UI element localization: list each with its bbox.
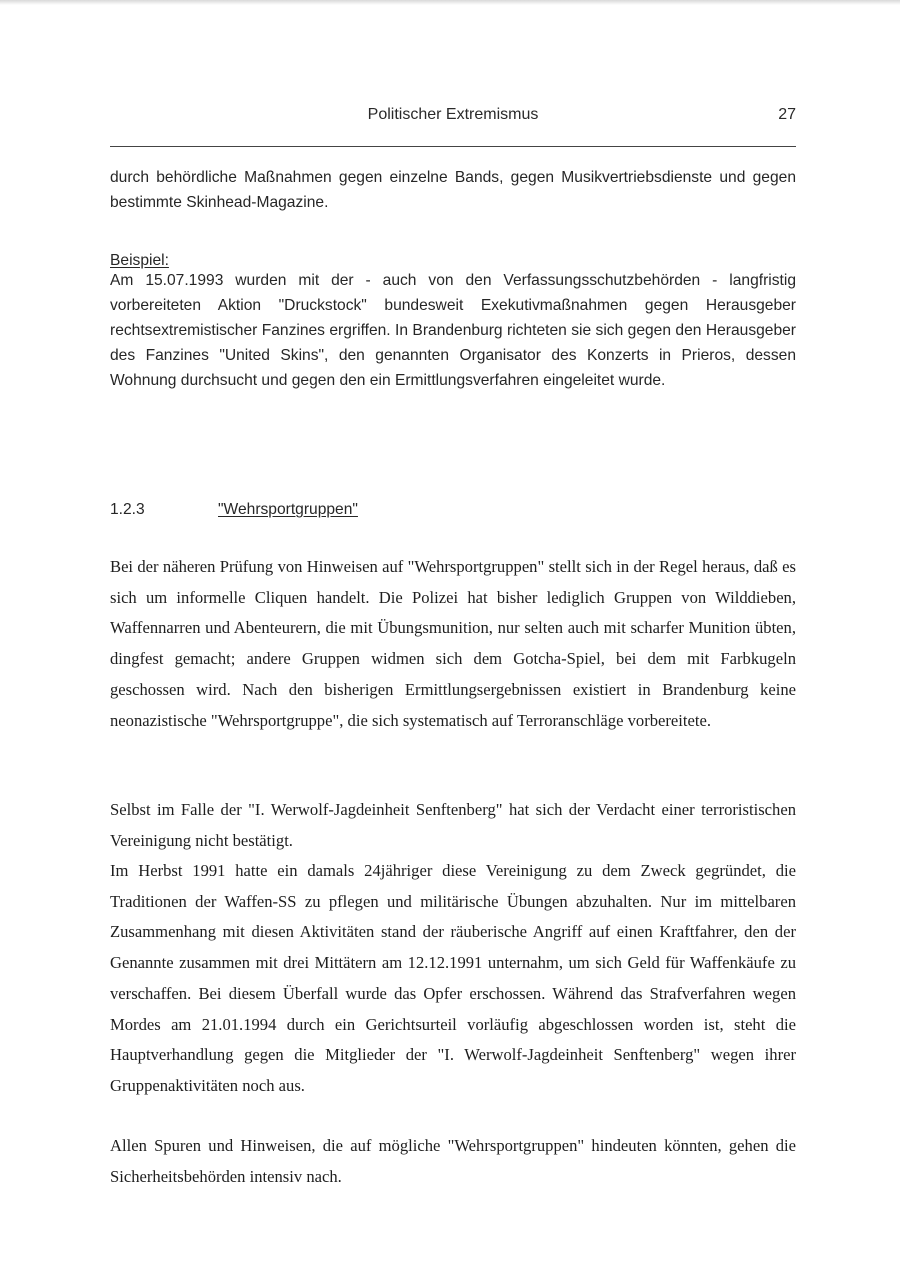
- section-paragraph-1: Bei der näheren Prüfung von Hinweisen auf "Wehrsportgruppen" stellt sich in der Regel heraus, daß es sich um informelle Cliquen handelt. Die Polizei hat bisher lediglich Gruppen von Wilddieben, Waffennarren und Abenteurern, die mit Übungsmunition, nur selten auch mit scharfer Munition übten, dingfest gemacht; andere Gruppen widmen sich dem Gotcha-Spiel, bei dem mit Farbkugeln geschossen wird. Nach den bisherigen Ermittlungsergebnissen existiert in Brandenburg keine neonazistische "Wehrsportgruppe", die sich systematisch auf Terroranschläge vorbereitete.: [110, 557, 796, 730]
- scan-edge: [0, 0, 900, 5]
- example-label: Beispiel:: [110, 252, 169, 269]
- intro-paragraph: durch behördliche Maßnahmen gegen einzelne Bands, gegen Musikvertriebsdienste und gegen bestimmte Skinhead-Magazine.: [110, 169, 796, 211]
- section-paragraph-4: Allen Spuren und Hinweisen, die auf mögliche "Wehrsportgruppen" hindeuten könnten, gehen die Sicherheitsbehörden intensiv nach.: [110, 1136, 796, 1186]
- section-paragraph-2: Selbst im Falle der "I. Werwolf-Jagdeinheit Senftenberg" hat sich der Verdacht einer terroristischen Vereinigung nicht bestätigt.: [110, 800, 796, 850]
- page-number: 27: [778, 106, 796, 123]
- section-title: "Wehrsportgruppen": [218, 501, 358, 518]
- running-header: [110, 106, 796, 130]
- section-number: 1.2.3: [110, 501, 145, 518]
- running-title: Politischer Extremismus: [367, 106, 539, 123]
- example-paragraph: Am 15.07.1993 wurden mit der - auch von den Verfassungsschutzbehörden - langfristig vorbereiteten Aktion "Druckstock" bundesweit Exekutivmaßnahmen gegen Herausgeber rechtsextremistischer Fanzines ergriffen. In Brandenburg richteten sie sich gegen den Herausgeber des Fanzines "United Skins", den genannten Organisator des Konzerts in Prieros, dessen Wohnung durchsucht und gegen den ein Ermittlungsverfahren eingeleitet wurde.: [110, 272, 796, 389]
- header-rule: [110, 146, 796, 147]
- section-paragraph-3: Im Herbst 1991 hatte ein damals 24jähriger diese Vereinigung zu dem Zweck gegründet, die Traditionen der Waffen-SS zu pflegen und militärische Übungen abzuhalten. Nur im mittelbaren Zusammenhang mit diesen Aktivitäten stand der räuberische Angriff auf einen Kraftfahrer, den der Genannte zusammen mit drei Mittätern am 12.12.1991 unternahm, um sich Geld für Waffenkäufe zu verschaffen. Bei diesem Überfall wurde das Opfer erschossen. Während das Strafverfahren wegen Mordes am 21.01.1994 durch ein Gerichtsurteil vorläufig abgeschlossen worden ist, steht die Hauptverhandlung gegen die Mitglieder der "I. Werwolf-Jagdeinheit Senftenberg" wegen ihrer Gruppenaktivitäten noch aus.: [110, 861, 796, 1095]
